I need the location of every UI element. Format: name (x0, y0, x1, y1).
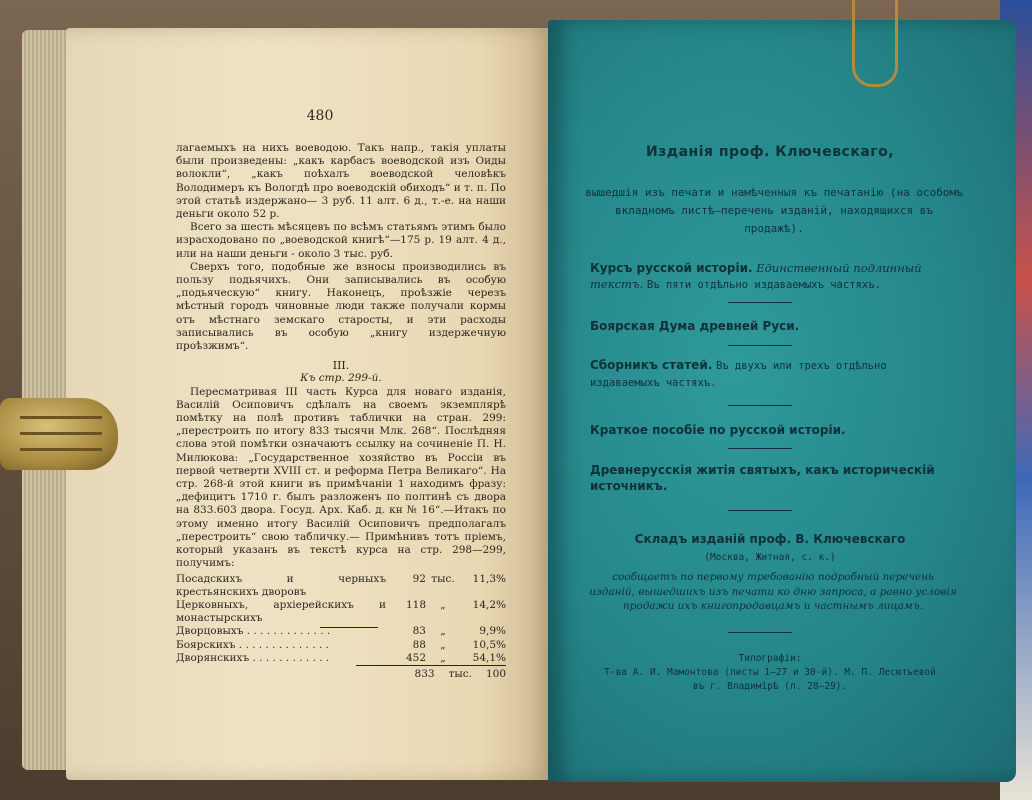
brass-hand-bookmark-icon (0, 398, 118, 470)
publication-entry: Боярская Дума древней Руси. (590, 319, 800, 333)
publication-entry: Древнерусскія житія святыхъ, какъ историческій источникъ. (590, 463, 935, 493)
warehouse-notice: сообщаетъ по первому требованію подробный перечень изданій, вышедшихъ изъ печати ко дню запроса, а равно условія продажи ихъ книгопродавцамъ и частнымъ лицамъ. (589, 571, 957, 612)
left-page-text (176, 142, 506, 681)
section-reference: Къ стр. 299-й. (300, 372, 382, 385)
section-number: III. (332, 359, 350, 373)
paperclip-icon (852, 0, 898, 87)
paragraph: Всего за шесть мѣсяцевъ по всѣмъ статьямъ этимъ было израсходовано по „воеводской книгѣ“—175 р. 19 алт. 4 д., или на наши деньги - около 3 тыс. руб. (176, 221, 506, 260)
paragraph: Сверхъ того, подобные же взносы производились въ пользу подьячихъ. Они записывались въ особую „подьяческую“ книгу. Наконецъ, проѣзжіе черезъ мѣстный городъ чиновные люди также получали кормы отъ мѣстнаго земскаго старосты, и эти расходы записывались въ особую „книгу издержечную проѣзжимъ“. (176, 260, 506, 353)
divider (728, 448, 792, 449)
divider (728, 632, 792, 633)
end-rule (320, 627, 378, 628)
publication-entry: Курсъ русской исторіи. Единственный подлинный текстъ. Въ пяти отдѣльно издаваемыхъ частяхъ. (590, 261, 922, 291)
page-number: 480 (306, 108, 334, 124)
cover-subtitle: вышедшія изъ печати и намѣченныя къ печатанію (на особомъ вкладномъ листѣ—перечень изданій, находящихся въ продажѣ). (585, 186, 963, 235)
typography-credits: Т-ва А. И. Мамонтова (листы 1—27 и 30-й). М. П. Лесютьевой въ г. Владимірѣ (л. 28—29). (604, 667, 936, 692)
table-row: Дворцовыхъ . . . . . . . . . . . . . 83 „ 9,9% (176, 625, 506, 638)
table-row: Боярскихъ . . . . . . . . . . . . . . 88 „ 10,5% (176, 638, 506, 651)
table-row: Посадскихъ и черныхъ крестьянскихъ дворовъ 92 тыс. 11,3% (176, 572, 506, 598)
paragraph: лагаемыхъ на нихъ воеводою. Такъ напр., такія уплаты были произведены: „какъ карбасъ воеводской изъ Оиды волокли“, „какъ поѣхалъ воеводской человѣкъ Володимеръ къ Вологдѣ про воеводскій обиходъ“ и т. п. По этой статьѣ издержано— 3 руб. 11 алт. 6 д., т.-е. на наши деньги около 52 р. (176, 142, 506, 221)
divider (728, 302, 792, 303)
publication-entry: Сборникъ статей. Въ двухъ или трехъ отдѣльно издаваемыхъ частяхъ. (590, 358, 887, 389)
typography-label: Типографіи: (738, 653, 802, 664)
warehouse-heading: Складъ изданій проф. В. Ключевскаго (634, 532, 906, 546)
cover-title: Изданія проф. Ключевскаго, (645, 144, 895, 160)
table-row: Дворянскихъ . . . . . . . . . . . . 452 „ 54,1% (176, 651, 506, 664)
divider (728, 405, 792, 406)
warehouse-address: (Москва, Житная, с. к.) (704, 552, 836, 563)
divider (728, 510, 792, 511)
publication-entry: Краткое пособіе по русской исторіи. (590, 423, 846, 437)
table-total-row: 833 тыс. 100 (356, 665, 506, 681)
divider (728, 345, 792, 346)
paragraph: Пересматривая III часть Курса для новаго изданія, Василій Осиповичъ сдѣлалъ на своемъ экземплярѣ помѣтку на полѣ противъ таблички на стран. 299: „перестроить по итогу 833 тысячи Млк. 268“. Послѣдняя слова этой помѣтки означаютъ ссылку на сочиненіе П. Н. Милюкова: „Государственное хозяйство въ Россіи въ первой четверти XVIII ст. и реформа Петра Великаго“. На стр. 268-й этой книги въ примѣчаніи 1 находимъ фразу: „дефицитъ 1710 г. былъ разложенъ по полтинѣ съ двора на 833.603 двора. Госуд. Арх. Каб. д. кн № 16“.—Итакъ по этому именно итогу Василій Осиповичъ предполагалъ „перестроить“ свою табличку.— Примѣнивъ тотъ пріемъ, который указанъ въ текстѣ курса на стр. 298—299, получимъ: (176, 385, 506, 570)
table-row: Церковныхъ, архіерейскихъ и монастырскихъ 118 „ 14,2% (176, 598, 506, 625)
